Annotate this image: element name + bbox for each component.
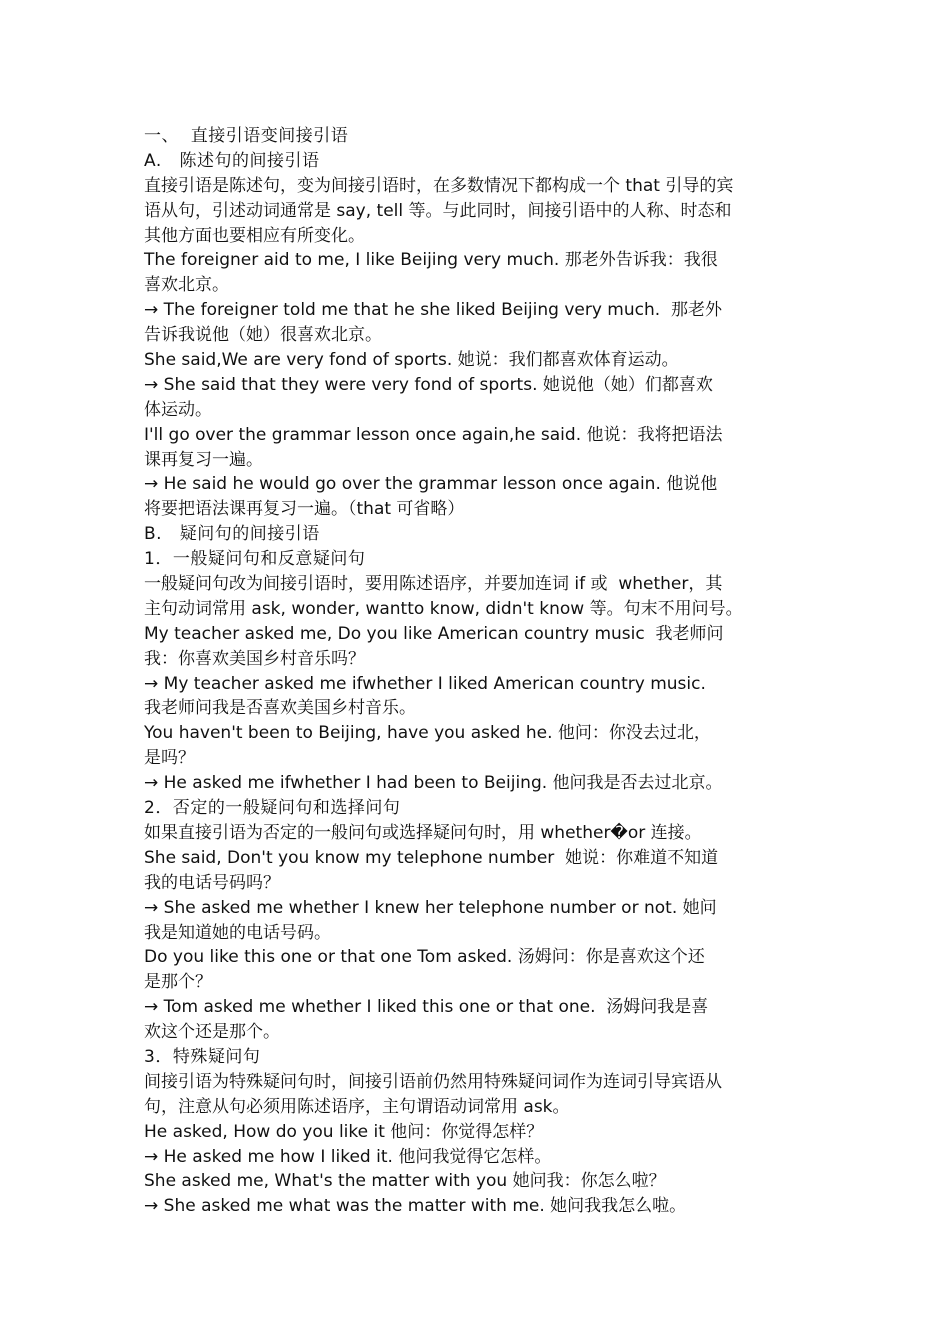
text-line: 其他方面也要相应有所变化。 (144, 225, 365, 246)
example-line: The foreigner aid to me, I like Beijing very much. 那老外告诉我：我很 (144, 250, 718, 271)
text-line: 主句动词常用 ask, wonder, wantto know, didn't know 等。句末不用问号。 (144, 598, 743, 619)
text-line: 句，注意从句必须用陈述语序，主句谓语动词常用 ask。 (144, 1096, 570, 1117)
example-line: 我的电话号码吗？ (144, 872, 280, 893)
text-line: 一般疑问句改为间接引语时，要用陈述语序，并要加连词 if 或 whether，其 (144, 574, 723, 595)
text-line: 语从句，引述动词通常是 say, tell 等。与此同时，间接引语中的人称、时态和 (144, 200, 732, 221)
document-body (144, 124, 810, 1219)
example-line: She asked me, What's the matter with you 她问我：你怎么啦？ (144, 1171, 666, 1192)
text-line: 间接引语为特殊疑问句时，间接引语前仍然用特殊疑问词作为连词引导宾语从 (144, 1071, 722, 1092)
text-line: 直接引语是陈述句，变为间接引语时，在多数情况下都构成一个 that 引导的宾 (144, 175, 734, 196)
example-line: She said,We are very fond of sports. 她说：我们都喜欢体育运动。 (144, 350, 679, 371)
item-heading: 2．否定的一般疑问句和选择问句 (144, 798, 401, 819)
section-heading: 一、 直接引语变间接引语 (144, 126, 349, 146)
example-line: → The foreigner told me that he she liked Beijing very much. 那老外 (144, 300, 722, 321)
example-line: → She asked me whether I knew her telephone number or not. 她问 (144, 897, 717, 918)
example-line: 喜欢北京。 (144, 275, 229, 296)
example-line: 课再复习一遍。 (144, 449, 263, 470)
example-line: → She said that they were very fond of sports. 她说他（她）们都喜欢 (144, 374, 713, 395)
item-heading: 3．特殊疑问句 (144, 1046, 261, 1067)
example-line: 我老师问我是否喜欢美国乡村音乐。 (144, 698, 416, 719)
text-line: 如果直接引语为否定的一般问句或选择疑问句时，用 whether�or 连接。 (144, 822, 702, 843)
example-line: 我：你喜欢美国乡村音乐吗？ (144, 648, 365, 669)
example-line: → Tom asked me whether I liked this one or that one. 汤姆问我是喜 (144, 997, 709, 1018)
example-line: I'll go over the grammar lesson once again,he said. 他说：我将把语法 (144, 424, 723, 445)
example-line: 体运动。 (144, 399, 212, 420)
example-line: He asked, How do you like it 他问：你觉得怎样？ (144, 1121, 544, 1142)
subsection-heading: A. 陈述句的间接引语 (144, 150, 320, 171)
example-line: → He asked me ifwhether I had been to Beijing. 他问我是否去过北京。 (144, 773, 723, 794)
example-line: 将要把语法课再复习一遍。（that 可省略） (144, 499, 465, 520)
item-heading: 1．一般疑问句和反意疑问句 (144, 549, 366, 570)
example-line: 是那个？ (144, 972, 212, 993)
example-line: You haven't been to Beijing, have you asked he. 他问：你没去过北， (144, 723, 711, 744)
example-line: → He asked me how I liked it. 他问我觉得它怎样。 (144, 1146, 552, 1167)
example-line: She said, Don't you know my telephone number 她说：你难道不知道 (144, 847, 719, 868)
example-line: 欢这个还是那个。 (144, 1022, 280, 1043)
example-line: My teacher asked me, Do you like American country music 我老师问 (144, 623, 724, 644)
example-line: → My teacher asked me ifwhether I liked American country music. (144, 673, 706, 694)
example-line: → She asked me what was the matter with me. 她问我我怎么啦。 (144, 1196, 687, 1217)
example-line: → He said he would go over the grammar lesson once again. 他说他 (144, 474, 718, 495)
subsection-heading: B. 疑问句的间接引语 (144, 524, 320, 545)
example-line: 是吗？ (144, 748, 195, 769)
example-line: Do you like this one or that one Tom asked. 汤姆问：你是喜欢这个还 (144, 947, 705, 968)
example-line: 我是知道她的电话号码。 (144, 922, 331, 943)
example-line: 告诉我说他（她）很喜欢北京。 (144, 325, 382, 346)
